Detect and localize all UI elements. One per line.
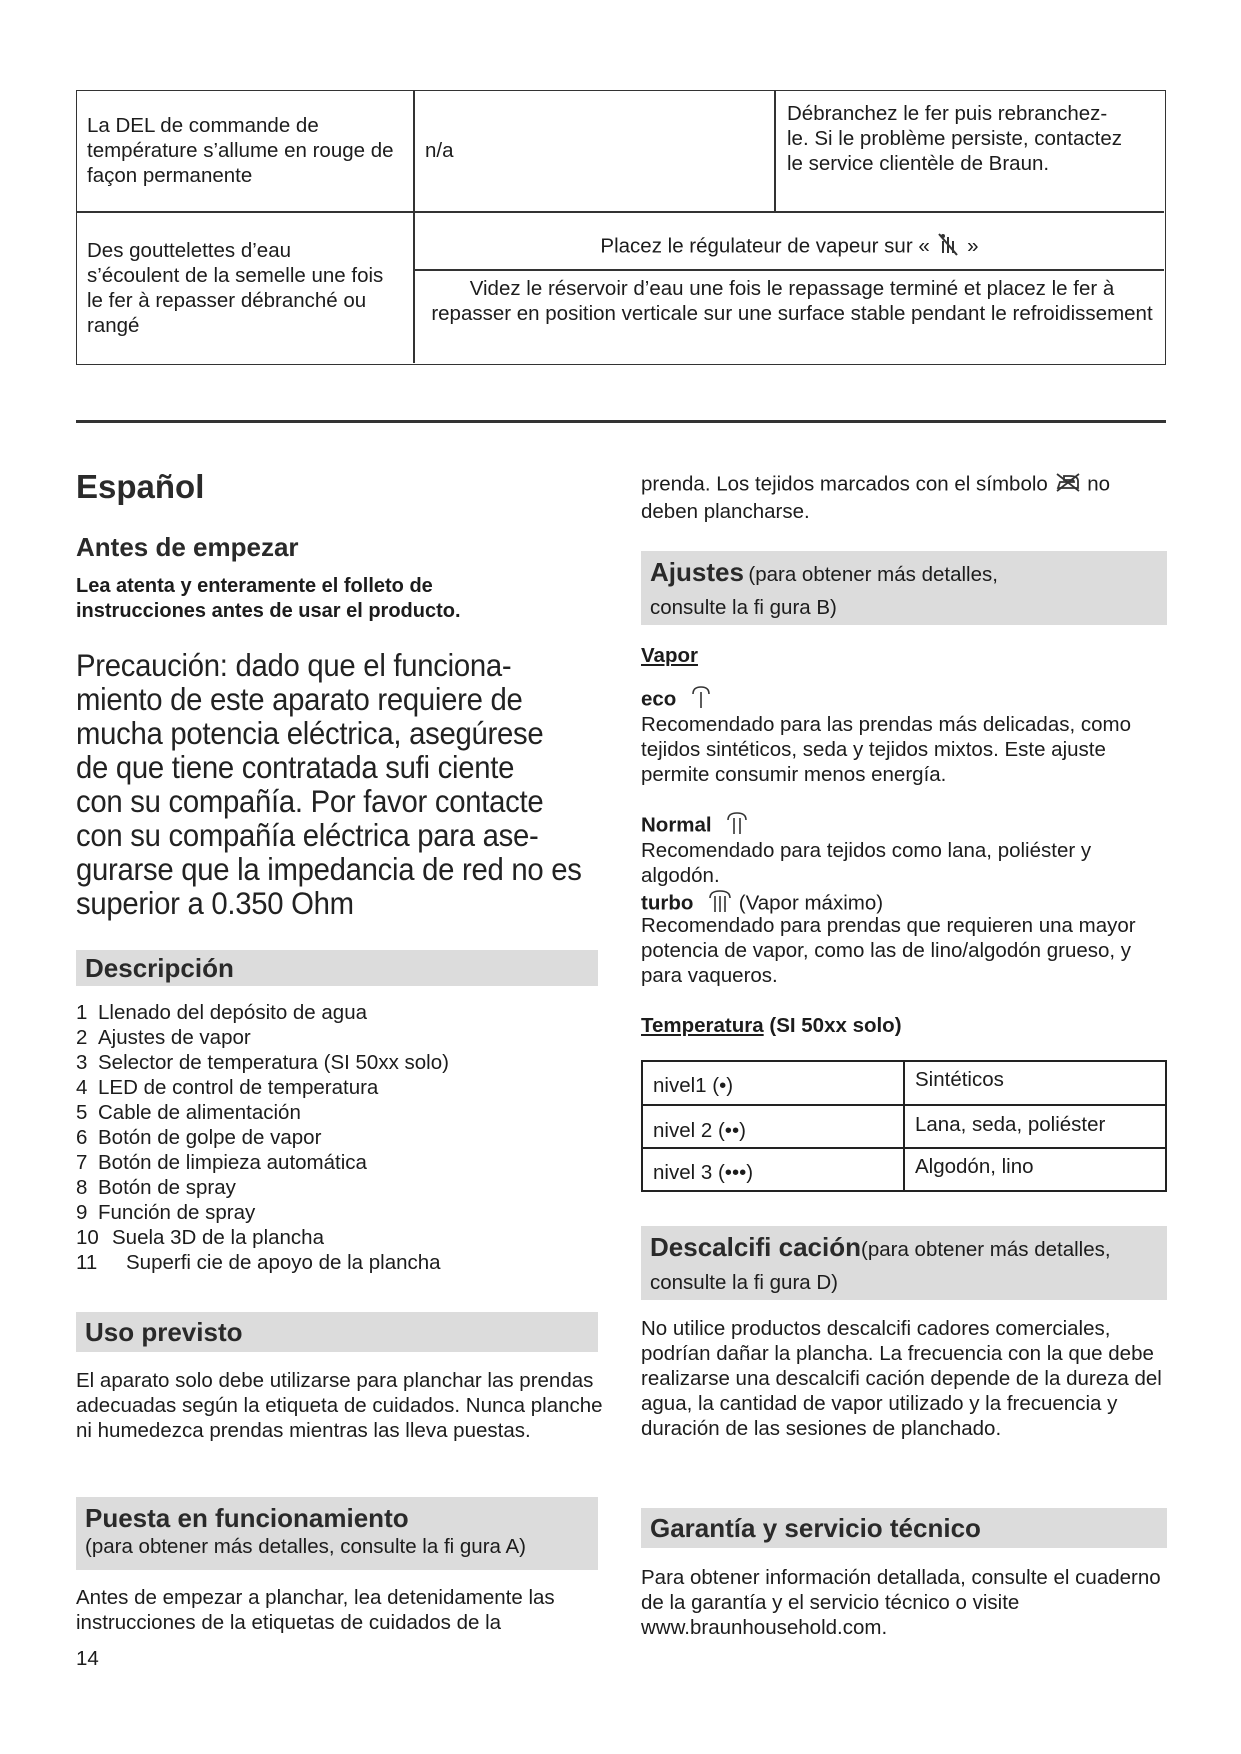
description-title: Descripción <box>85 953 234 983</box>
item-text: Suela 3D de la plancha <box>112 1226 324 1249</box>
item-text: Ajustes de vapor <box>98 1026 251 1049</box>
item-text: LED de control de temperatura <box>98 1076 379 1099</box>
item-number: 11 <box>76 1251 98 1274</box>
normal-label: Normal <box>641 813 712 837</box>
table-cell-solution-1: Débranchez le fer puis rebranchez-le. Si le problème persiste, contactez le service clientèle de Braun. <box>787 102 1122 175</box>
turbo-paren: (Vapor máximo) <box>738 891 884 915</box>
section-divider <box>76 420 1166 423</box>
temperature-heading <box>641 1013 902 1038</box>
table-cell-fabric: Lana, seda, poliéster <box>915 1113 1106 1136</box>
steam-title: Vapor <box>641 644 698 667</box>
item-number: 1 <box>76 1001 88 1024</box>
item-number: 4 <box>76 1076 88 1099</box>
steam-off-icon <box>935 231 961 263</box>
table-cell-cause-1: n/a <box>425 139 454 162</box>
descale-header-line <box>650 1230 1167 1269</box>
lead-text: Lea atenta y enteramente el folleto de instrucciones antes de usar el producto. <box>76 575 461 622</box>
item-text: Superfi cie de apoyo de la plancha <box>126 1251 441 1274</box>
item-text: Botón de golpe de vapor <box>98 1126 322 1149</box>
table-divider <box>643 1147 1165 1149</box>
table-cell-fabric: Sintéticos <box>915 1068 1004 1091</box>
no-iron-icon <box>1054 471 1082 499</box>
normal-text: Recomendado para tejidos como lana, poliéster y algodón. <box>641 839 1092 887</box>
table-cell-level: nivel 2 (••) <box>653 1119 746 1142</box>
description-section-header <box>76 950 598 986</box>
caution-line: con su compañía eléctrica para ase- <box>76 817 539 853</box>
settings-subtitle-2: consulte la fi gura B) <box>650 596 837 619</box>
list-item <box>76 1125 596 1150</box>
list-item <box>76 1250 596 1275</box>
start-title: Puesta en funcionamiento <box>85 1503 409 1533</box>
item-text: Cable de alimentación <box>98 1101 301 1124</box>
page-number: 14 <box>76 1647 99 1670</box>
list-item <box>76 1075 596 1100</box>
table-divider <box>643 1104 1165 1106</box>
solution-text-before: Placez le régulateur de vapeur sur « <box>600 234 930 258</box>
intended-use-title: Uso previsto <box>85 1317 243 1347</box>
settings-section-header <box>641 551 1167 625</box>
descale-text: No utilice productos descalcifi cadores comerciales, podrían dañar la plancha. La frecuencia con la que debe realizarse una descalcifi cación depende de la dureza del agua, la cantidad de vapor utilizado y la frecuencia y duración de las sesiones de planchado. <box>641 1317 1162 1440</box>
list-item <box>76 1225 596 1250</box>
table-cell-level: nivel 3 (•••) <box>653 1161 754 1184</box>
temperature-table <box>641 1060 1167 1192</box>
descale-subtitle-2: consulte la fi gura D) <box>650 1271 839 1294</box>
item-text: Botón de limpieza automática <box>98 1151 367 1174</box>
item-number: 10 <box>76 1226 99 1249</box>
item-number: 8 <box>76 1176 88 1199</box>
caution-line: con su compañía. Por favor contacte <box>76 783 544 819</box>
before-start-title: Antes de empezar <box>76 532 299 562</box>
caution-line: miento de este aparato requiere de <box>76 681 523 717</box>
table-divider <box>774 91 776 211</box>
turbo-label: turbo <box>641 891 694 915</box>
caution-line: gurarse que la impedancia de red no es <box>76 851 582 887</box>
table-cell-problem-1: La DEL de commande de température s’allume en rouge de façon permanente <box>87 114 394 187</box>
caution-text <box>76 648 597 920</box>
table-cell-problem-2: Des gouttelettes d’eau s’écoulent de la semelle une fois le fer à repasser débranché ou rangé <box>87 239 384 337</box>
item-number: 5 <box>76 1101 88 1124</box>
list-item <box>76 1050 596 1075</box>
turbo-text: Recomendado para prendas que requieren una mayor potencia de vapor, como las de lino/algodón grueso, y para vaqueros. <box>641 914 1136 987</box>
item-text: Botón de spray <box>98 1176 236 1199</box>
temperature-suffix: (SI 50xx solo) <box>769 1014 902 1037</box>
list-item <box>76 1000 596 1025</box>
solution-text-after: » <box>967 234 979 258</box>
continued-text <box>641 471 1146 524</box>
table-divider <box>413 91 415 363</box>
intended-use-section-header <box>76 1312 598 1352</box>
item-text: Función de spray <box>98 1201 256 1224</box>
descale-title: Descalcifi cación <box>650 1232 861 1262</box>
item-number: 7 <box>76 1151 88 1174</box>
settings-header-line <box>650 555 1167 594</box>
table-cell-solution-2b: Videz le réservoir d’eau une fois le repassage terminé et placez le fer à repasser en position verticale sur une surface stable pendant le refroidissement <box>431 277 1153 325</box>
temperature-title: Temperatura <box>641 1014 764 1037</box>
list-item <box>76 1175 596 1200</box>
item-text: Llenado del depósito de agua <box>98 1001 368 1024</box>
eco-label: eco <box>641 687 677 711</box>
list-item <box>76 1150 596 1175</box>
descale-subtitle-1: (para obtener más detalles, <box>861 1238 1111 1261</box>
table-cell-solution-2a <box>417 231 1162 263</box>
caution-line: mucha potencia eléctrica, asegúrese <box>76 715 544 751</box>
caution-line: superior a 0.350 Ohm <box>76 885 354 921</box>
continued-text-after: no deben plancharse. <box>641 472 1111 523</box>
warranty-text: Para obtener información detallada, consulte el cuaderno de la garantía y el servicio técnico o visite www.braunhousehold.com. <box>641 1566 1161 1639</box>
item-number: 2 <box>76 1026 88 1049</box>
intended-use-text: El aparato solo debe utilizarse para planchar las prendas adecuadas según la etiqueta de cuidados. Nunca planche ni humedezca prendas mientras las lleva puestas. <box>76 1369 603 1442</box>
settings-title: Ajustes <box>650 557 744 587</box>
table-cell-level: nivel1 (•) <box>653 1074 734 1097</box>
start-text: Antes de empezar a planchar, lea detenidamente las instrucciones de la etiquetas de cuidados de la <box>76 1586 555 1634</box>
warranty-section-header <box>641 1508 1167 1548</box>
eco-text: Recomendado para las prendas más delicadas, como tejidos sintéticos, seda y tejidos mixtos. Este ajuste permite consumir menos energía. <box>641 713 1131 786</box>
start-subtitle: (para obtener más detalles, consulte la fi gura A) <box>85 1535 526 1558</box>
continued-text-before: prenda. Los tejidos marcados con el símbolo <box>641 472 1048 496</box>
settings-subtitle-1: (para obtener más detalles, <box>748 563 998 586</box>
language-title: Español <box>76 468 205 505</box>
caution-line: de que tiene contratada sufi ciente <box>76 749 515 785</box>
descale-section-header <box>641 1226 1167 1300</box>
caution-line: Precaución: dado que el funciona- <box>76 647 512 683</box>
list-item <box>76 1100 596 1125</box>
description-list <box>76 1000 596 1275</box>
troubleshooting-table <box>76 90 1166 365</box>
item-number: 3 <box>76 1051 88 1074</box>
list-item <box>76 1200 596 1225</box>
start-section-header <box>76 1497 598 1570</box>
table-divider <box>77 211 1164 213</box>
item-number: 9 <box>76 1201 88 1224</box>
warranty-title: Garantía y servicio técnico <box>650 1513 981 1543</box>
table-divider <box>903 1062 905 1190</box>
item-text: Selector de temperatura (SI 50xx solo) <box>98 1051 449 1074</box>
list-item <box>76 1025 596 1050</box>
table-divider <box>413 269 1164 271</box>
table-cell-fabric: Algodón, lino <box>915 1155 1034 1178</box>
item-number: 6 <box>76 1126 88 1149</box>
